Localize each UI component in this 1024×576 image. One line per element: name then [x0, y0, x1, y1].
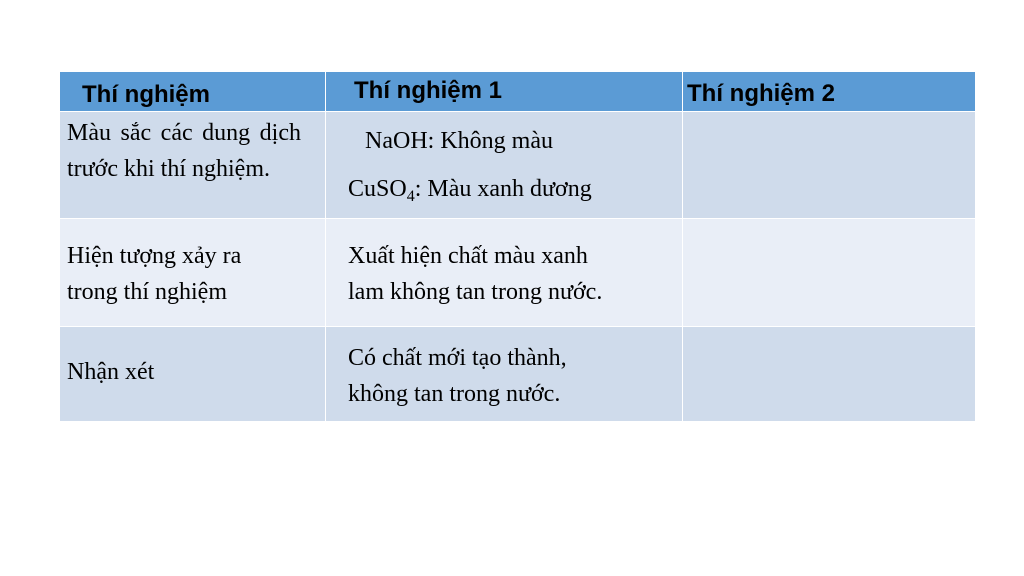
header-cell-experiment-1 [326, 72, 683, 112]
header-cell-experiment [60, 72, 326, 112]
row-label: Nhận xét [67, 359, 155, 385]
formula-base: CuSO [348, 176, 407, 202]
table-row [60, 327, 976, 422]
exp1-text [348, 340, 567, 412]
row-label-cell [60, 327, 326, 422]
header-label: Thí nghiệm 2 [687, 80, 836, 107]
exp1-cell [326, 327, 683, 422]
exp1-cell [326, 219, 683, 327]
row-label-line: trong thí nghiệm [67, 279, 227, 305]
exp1-line: lam không tan trong nước. [348, 279, 603, 305]
header-label: Thí nghiệm 1 [354, 77, 503, 104]
formula-description: : Màu xanh dương [414, 176, 592, 202]
formula-subscript: 4 [406, 188, 415, 205]
exp2-cell [683, 112, 976, 219]
experiment-table [59, 71, 976, 422]
row-label-line: Hiện tượng xảy ra [67, 243, 242, 269]
header-label: Thí nghiệm [82, 81, 210, 108]
table-header-row [60, 72, 976, 112]
exp1-cell [326, 112, 683, 219]
exp1-line: Có chất mới tạo thành, [348, 345, 567, 371]
header-cell-experiment-2 [683, 72, 976, 112]
exp1-line: không tan trong nước. [348, 381, 561, 407]
row-label [67, 238, 301, 310]
exp1-line: NaOH: Không màu [365, 128, 553, 154]
table-row [60, 112, 976, 219]
exp2-cell [683, 219, 976, 327]
row-label-cell [60, 219, 326, 327]
exp2-cell [683, 327, 976, 422]
exp1-line: Xuất hiện chất màu xanh [348, 243, 588, 269]
exp1-line [348, 171, 592, 207]
row-label: Màu sắc các dung dịch trước khi thí nghiệm. [67, 120, 301, 182]
table-row [60, 219, 976, 327]
row-label-cell [60, 112, 326, 219]
exp1-text [348, 238, 602, 310]
